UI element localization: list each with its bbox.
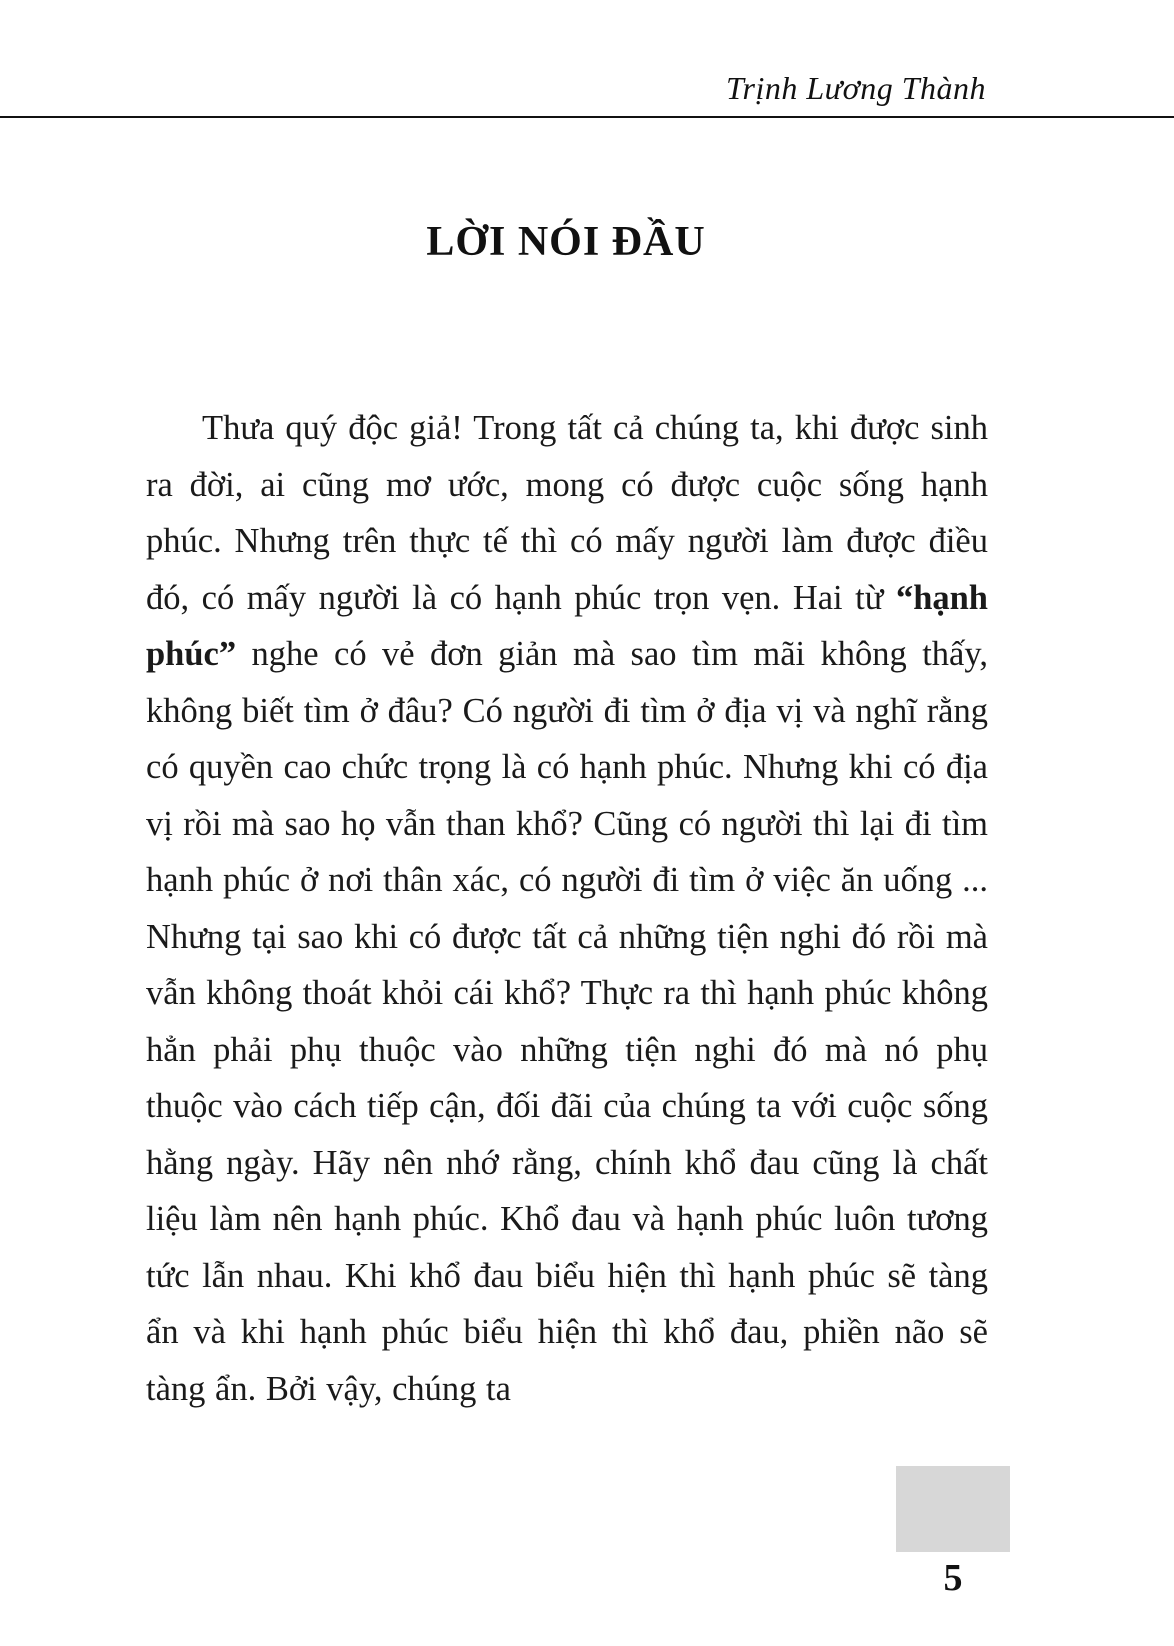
body-paragraph (146, 400, 988, 1417)
header-divider (0, 116, 1174, 118)
running-header-author: Trịnh Lương Thành (726, 70, 986, 106)
page-number: 5 (943, 1557, 963, 1599)
chapter-title: LỜI NÓI ĐẦU (426, 219, 706, 265)
body-text-segment-bold: “hạnh phúc” (146, 578, 988, 673)
body-text-segment: nghe có vẻ đơn giản mà sao tìm mãi không thấy, không biết tìm ở đâu? Có người đi tìm ở địa vị và nghĩ rằng có quyền cao chức trọng là có hạnh phúc. Nhưng khi có địa vị rồi mà sao họ vẫn than khổ? Cũng có người thì lại đi tìm hạnh phúc ở nơi thân xác, có người đi tìm ở việc ăn uống ... Nhưng tại sao khi có được tất cả những tiện nghi đó rồi mà vẫn không thoát khỏi cái khổ? Thực ra thì hạnh phúc không hẳn phải phụ thuộc vào những tiện nghi đó mà nó phụ thuộc vào cách tiếp cận, đối đãi của chúng ta với cuộc sống hằng ngày. Hãy nên nhớ rằng, chính khổ đau cũng là chất liệu làm nên hạnh phúc. Khổ đau và hạnh phúc luôn tương tức lẫn nhau. Khi khổ đau biểu hiện thì hạnh phúc sẽ tàng ẩn và khi hạnh phúc biểu hiện thì khổ đau, phiền não sẽ tàng ẩn. Bởi vậy, chúng ta (146, 635, 988, 1408)
body-text-segment: Thưa quý độc giả! Trong tất cả chúng ta, khi được sinh ra đời, ai cũng mơ ước, mong có được cuộc sống hạnh phúc. Nhưng trên thực tế thì có mấy người làm được điều đó, có mấy người là có hạnh phúc trọn vẹn. Hai từ (146, 409, 988, 617)
folio-block (896, 1466, 1010, 1600)
folio-shade-rectangle (896, 1466, 1010, 1552)
